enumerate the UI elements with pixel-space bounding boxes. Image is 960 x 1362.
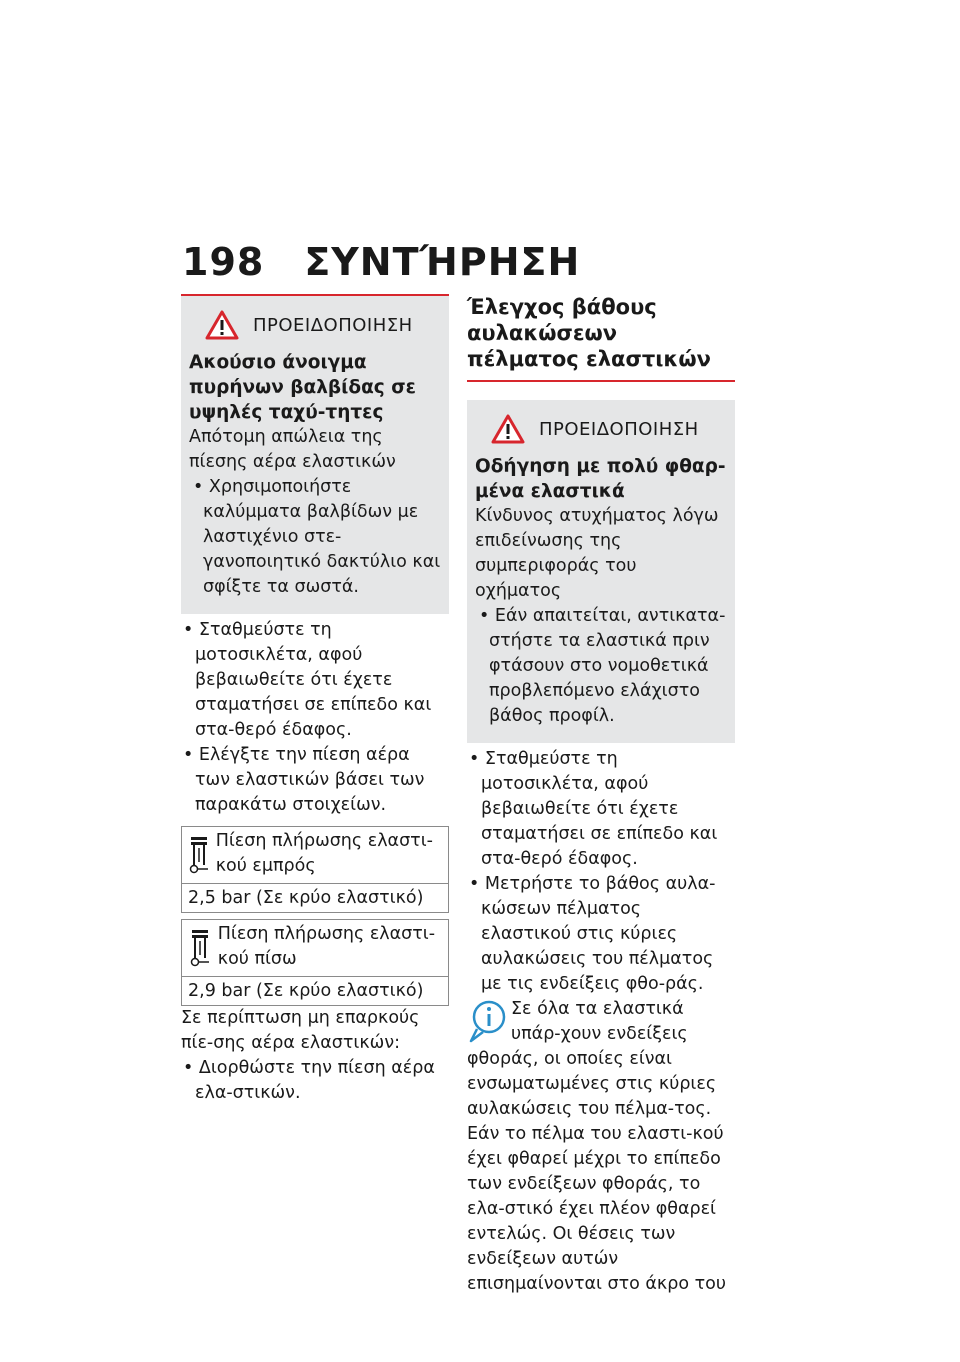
warning-label: ΠΡΟΕΙΔΟΠΟΙΗΣΗ bbox=[253, 314, 413, 336]
pressure-value: 2,5 bar (Σε κρύο ελαστικό) bbox=[181, 884, 449, 913]
warning-header bbox=[491, 414, 727, 444]
pressure-row-front bbox=[181, 826, 449, 884]
list-item: • Σταθμεύστε τη μοτοσικλέτα, αφού βεβαιωθείτε ότι έχετε σταματήσει σε επίπεδο και στα-θερό έδαφος. bbox=[183, 620, 432, 740]
warning-bullet: • Χρησιμοποιήστε καλύμματα βαλβίδων με λαστιχένιο στε-γανοποιητικό δακτύλιο και σφίξτε τα σωστά. bbox=[193, 477, 441, 597]
list-item: • Σταθμεύστε τη μοτοσικλέτα, αφού βεβαιωθείτε ότι έχετε σταματήσει σε επίπεδο και στα-θερό έδαφος. bbox=[469, 749, 718, 869]
warning-title: Ακούσιο άνοιγμα πυρήνων βαλβίδας σε υψηλές ταχύ-τητες bbox=[189, 352, 416, 423]
warning-text: Κίνδυνος ατυχήματος λόγω επιδείνωσης της συμπεριφοράς του οχήματος bbox=[475, 506, 719, 601]
warning-title: Οδήγηση με πολύ φθαρ-μένα ελαστικά bbox=[475, 456, 726, 502]
pressure-value: 2,9 bar (Σε κρύο ελαστικό) bbox=[181, 977, 449, 1006]
info-icon bbox=[467, 997, 507, 1047]
warning-header bbox=[205, 310, 441, 340]
pressure-table bbox=[181, 826, 449, 1006]
section-title: Έλεγχος βάθους αυλακώσεων πέλματος ελαστικών bbox=[467, 294, 735, 382]
list-item: • Ελέγξτε την πίεση αέρα των ελαστικών βάσει των παρακάτω στοιχείων. bbox=[183, 745, 425, 815]
warning-triangle-icon bbox=[205, 310, 239, 340]
list-item: • Μετρήστε το βάθος αυλα-κώσεων πέλματος ελαστικού στις κύριες αυλακώσεις του πέλματος με τις ενδείξεις φθο-ράς. bbox=[469, 874, 716, 994]
tire-gauge-icon bbox=[182, 920, 218, 976]
warning-label: ΠΡΟΕΙΔΟΠΟΙΗΣΗ bbox=[539, 418, 699, 440]
pressure-row-rear bbox=[181, 919, 449, 977]
warning-bullet: • Εάν απαιτείται, αντικατα-στήστε τα ελαστικά πριν φτάσουν στο νομοθετικά προβλεπόμενο ελάχιστο βάθος προφίλ. bbox=[479, 606, 726, 726]
info-text: Σε όλα τα ελαστικά υπάρ-χουν ενδείξεις φθοράς, οι οποίες είναι ενσωματωμένες στις κύριες αυλακώσεις του πέλμα-τος. Εάν το πέλμα του ελαστι-κού έχει φθαρεί μέχρι το επίπεδο των ενδείξεων φθοράς, το ελα-στικό έχει πλέον φθαρεί εντελώς. Οι θέσεις των ενδείξεων αυτών επισημαίνονται στο άκρο του bbox=[467, 999, 726, 1294]
page-header bbox=[182, 240, 580, 284]
tire-gauge-icon bbox=[182, 827, 216, 883]
warning-triangle-icon bbox=[491, 414, 525, 444]
pressure-label: Πίεση πλήρωσης ελαστι-κού εμπρός bbox=[215, 831, 433, 876]
page-number: 198 bbox=[182, 240, 265, 284]
paragraph: Σε περίπτωση μη επαρκούς πίε-σης αέρα ελαστικών: bbox=[181, 1008, 420, 1053]
chapter-title: ΣΥΝΤΉΡΗΣΗ bbox=[304, 240, 581, 284]
left-column bbox=[181, 294, 449, 1106]
pressure-label: Πίεση πλήρωσης ελαστι-κού πίσω bbox=[217, 924, 436, 969]
right-column bbox=[467, 294, 735, 1297]
warning-box bbox=[467, 400, 735, 743]
list-item: • Διορθώστε την πίεση αέρα ελα-στικών. bbox=[183, 1058, 435, 1103]
warning-text: Απότομη απώλεια της πίεσης αέρα ελαστικών bbox=[189, 427, 396, 472]
warning-box bbox=[181, 294, 449, 614]
info-note bbox=[467, 997, 735, 1297]
